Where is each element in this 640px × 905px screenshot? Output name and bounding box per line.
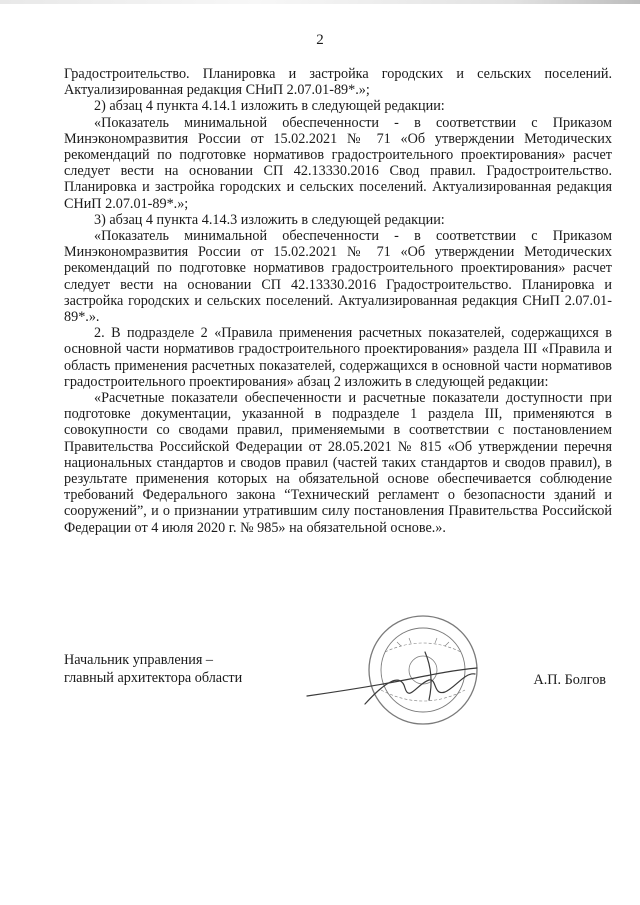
paragraph: 2. В подразделе 2 «Правила применения расчетных показателей, содержащихся в основной части нормативов градостроительного проектирования» раздела III «Правила и область применения расчетных показателей, содержащихся в основной части нормативов градостроительного проектирования» абзац 2 изложить в следующей редакции:	[64, 325, 612, 390]
signatory-name: А.П. Болгов	[533, 672, 606, 688]
document-body	[64, 66, 612, 536]
position-line: главный архитектора области	[64, 670, 243, 686]
paragraph: Градостроительство. Планировка и застройка городских и сельских поселений. Актуализированная редакция СНиП 2.07.01-89*.»;	[64, 66, 612, 99]
signatory-position	[64, 651, 242, 687]
paragraph: «Расчетные показатели обеспеченности и расчетные показатели доступности при подготовке документации, указанной в подразделе 1 раздела III, применяются в совокупности со сводами правил, применяемыми в соответствии с постановлением Правительства Российской Федерации от 28.05.2021 № 815 «Об утверждении перечня национальных стандартов и сводов правил (частей таких стандартов и сводов правил), в результате применения которых на обязательной основе обеспечивается соблюдение требований Федерального закона “Технический регламент о безопасности зданий и сооружений”, и о признании утратившим силу постановления Правительства Российской Федерации от 4 июля 2020 г. № 985» на обязательной основе.».	[64, 390, 612, 536]
official-seal-and-signature	[305, 612, 505, 742]
paragraph: «Показатель минимальной обеспеченности - в соответствии с Приказом Минэкономразвития России от 15.02.2021 № 71 «Об утверждении Методических рекомендаций по подготовке нормативов градостроительного проектирования» расчет следует вести на основании СП 42.13330.2016 Свод правил. Градостроительство. Планировка и застройка городских и сельских поселений. Актуализированная редакция СНиП 2.07.01-89*.»;	[64, 114, 612, 212]
paragraph: «Показатель минимальной обеспеченности - в соответствии с Приказом Минэкономразвития России от 15.02.2021 № 71 «Об утверждении Методических рекомендаций по подготовке нормативов градостроительного проектирования» расчет следует вести на основании СП 42.13330.2016 Градостроительство. Планировка и застройка городских и сельских поселений. Актуализированная редакция СНиП 2.07.01-89*.».	[64, 228, 612, 326]
paragraph: 2) абзац 4 пункта 4.14.1 изложить в следующей редакции:	[94, 98, 445, 115]
scan-top-edge	[0, 0, 640, 4]
page-number: 2	[316, 32, 324, 48]
paragraph: 3) абзац 4 пункта 4.14.3 изложить в следующей редакции:	[94, 211, 445, 228]
position-line: Начальник управления –	[64, 652, 214, 668]
